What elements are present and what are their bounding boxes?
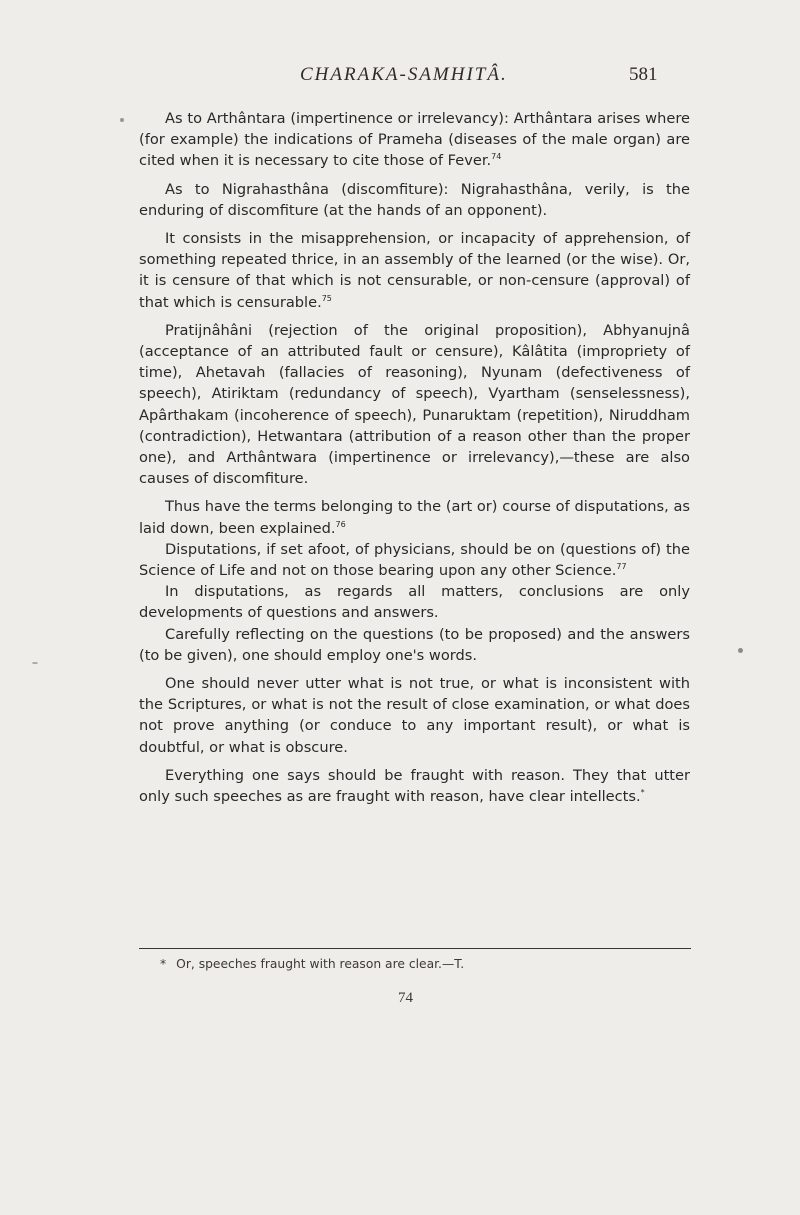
paragraph-nigrahasthana: As to Nigrahasthâna (discomfiture): Nigrahasthâna, verily, is the enduring of discomfiture (at the hands of an opponent). bbox=[139, 180, 690, 219]
paragraph-causes-of-discomfiture: Pratijnâhâni (rejection of the original proposition), Abhyanujnâ (acceptance of an attributed fault or censure), Kâlâtita (impropriety of time), Ahetavah (fallacies of reasoning), Nyunam (defectiveness of speech), Atiriktam (redundancy of speech), Vyartham (senselessness), Apârthakam (incoherence of speech), Punaruktam (repetition), Niruddham (contradiction), Hetwantara (attribution of a reason other than the proper one), and Arthântwara (impertinence or irrelevancy),—these are also causes of discomfiture. bbox=[139, 321, 690, 488]
note-ref: 74 bbox=[491, 152, 502, 162]
note-ref: 75 bbox=[321, 293, 332, 303]
running-head bbox=[0, 64, 800, 90]
paragraph-arthantara: As to Arthântara (impertinence or irrelevancy): Arthântara arises where (for example) the indications of Prameha (diseases of the male organ) are cited when it is necessary to cite those of Fever.$^{74}$ bbox=[139, 110, 690, 170]
footnote bbox=[160, 957, 464, 971]
paragraph-terms-explained: Thus have the terms belonging to the (art or) course of disputations, as laid down, been explained.$^{76}$ bbox=[139, 498, 690, 537]
paper-speck bbox=[120, 118, 124, 122]
note-ref: 77 bbox=[616, 562, 627, 572]
footnote-mark: * bbox=[160, 957, 167, 971]
paragraph-misapprehension: It consists in the misapprehension, or incapacity of apprehension, of something repeated thrice, in an assembly of the learned (or the wise). Or, it is censure of that which is not censurable, or non-censure (approval) of that which is censurable.$^{75}$ bbox=[139, 230, 690, 311]
paragraph-conclusions: In disputations, as regards all matters, conclusions are only developments of questions and answers. bbox=[139, 583, 690, 622]
note-ref: * bbox=[640, 788, 645, 798]
running-title: CHARAKA-SAMHITÂ. bbox=[300, 64, 508, 85]
paragraph-disputations-of-physicians: Disputations, if set afoot, of physicians, should be on (questions of) the Science of Life and not on those bearing upon any other Science.$^{77}$ bbox=[139, 540, 690, 580]
footnote-rule bbox=[139, 948, 691, 949]
note-ref: 76 bbox=[335, 519, 346, 529]
paragraph-fraught-with-reason: Everything one says should be fraught with reason. They that utter only such speeches as are fraught with reason, have clear intellects.* bbox=[139, 766, 690, 806]
paper-speck bbox=[738, 648, 743, 653]
page-number: 581 bbox=[629, 64, 658, 85]
paragraph-never-utter: One should never utter what is not true, or what is inconsistent with the Scriptures, or what is not the result of close examination, or what does not prove anything (or conduce to any important result), or what is doubtful, or what is obscure. bbox=[139, 675, 690, 756]
folio: 74 bbox=[398, 990, 413, 1006]
footnote-text: Or, speeches fraught with reason are clear.—T. bbox=[176, 957, 465, 971]
body-text bbox=[139, 108, 690, 814]
paper-speck bbox=[32, 662, 38, 664]
paragraph-reflecting: Carefully reflecting on the questions (to be proposed) and the answers (to be given), one should employ one's words. bbox=[139, 625, 690, 664]
